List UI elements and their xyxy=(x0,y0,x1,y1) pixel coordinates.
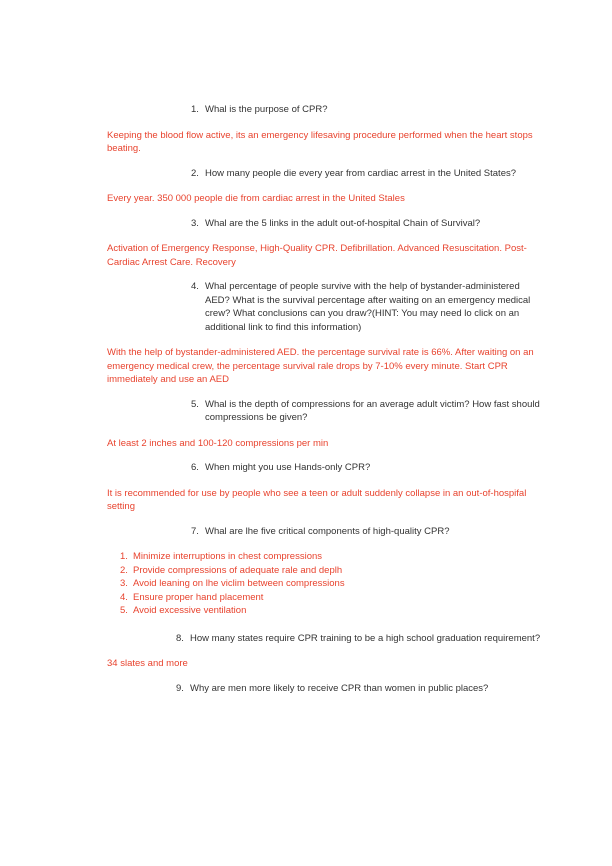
qa-item-8 xyxy=(107,632,543,671)
answer-list-item xyxy=(120,577,543,591)
question-line xyxy=(191,461,543,475)
question-text: Why are men more likely to receive CPR than women in public places? xyxy=(190,682,489,694)
answer-list-text: Provide compressions of adequate rale and deplh xyxy=(133,564,343,576)
question-number: 6. xyxy=(191,462,199,473)
question-line xyxy=(191,103,543,117)
answer-list-number: 1. xyxy=(120,551,128,562)
question-text: How many states require CPR training to be a high school graduation requirement? xyxy=(190,632,541,644)
answer-list-number: 4. xyxy=(120,591,128,603)
question-text: Whal percentage of people survive with the help of bystander-administered AED? What is the survival percentage after waiting on an emergency medical crew? What conclusions can you draw?(HINT: You may need lo click on an additional link to find this information) xyxy=(205,281,531,333)
question-line xyxy=(191,398,543,425)
question-line xyxy=(176,682,543,696)
question-text: When might you use Hands-only CPR? xyxy=(205,462,371,473)
question-text: Whal are lhe five critical components of high-quality CPR? xyxy=(205,525,450,537)
answer-text: 34 slates and more xyxy=(107,658,188,669)
question-line xyxy=(191,167,543,181)
answer-list-text: Ensure proper hand placement xyxy=(133,591,264,603)
question-line xyxy=(191,280,543,334)
qa-item-7 xyxy=(107,525,543,618)
question-text: Whal are the 5 links in the adult out-of-hospital Chain of Survival? xyxy=(205,217,481,229)
question-number: 8. xyxy=(176,632,184,644)
answer-list-number: 2. xyxy=(120,564,128,576)
qa-item-4 xyxy=(107,280,543,387)
answer-list-item xyxy=(120,564,543,578)
qa-item-1 xyxy=(107,103,543,156)
question-number: 3. xyxy=(191,217,199,229)
question-line xyxy=(176,632,543,646)
qa-item-9 xyxy=(107,682,543,696)
answer-text: Keeping the blood flow active, its an emergency lifesaving procedure performed when the heart stops beating. xyxy=(107,129,533,154)
answer-text: Activation of Emergency Response, High-Quality CPR. Defibrillation. Advanced Resuscitation. Post-Cardiac Arrest Care. Recovery xyxy=(107,243,527,268)
question-number: 4. xyxy=(191,281,199,292)
answer-text: It is recommended for use by people who see a teen or adult suddenly collapse in an out-of-hospifal setting xyxy=(107,487,527,512)
answer-text: With the help of bystander-administered AED. the percentage survival rate is 66%. After waiting on an emergency medical crew, the percentage survival rale drops by 7-10% every minute. Start CPR immediately and use an AED xyxy=(107,347,534,385)
qa-item-5 xyxy=(107,398,543,451)
question-number: 7. xyxy=(191,525,199,537)
answer-list-text: Avoid excessive ventilation xyxy=(133,605,247,616)
question-number: 2. xyxy=(191,167,199,179)
answer-list-text: Avoid leaning on lhe viclim between compressions xyxy=(133,578,345,589)
question-text: How many people die every year from cardiac arrest in the United States? xyxy=(205,167,517,179)
qa-item-3 xyxy=(107,217,543,270)
answer-list-item xyxy=(120,550,543,564)
question-text: Whal is the purpose of CPR? xyxy=(205,104,328,115)
answer-list-number: 3. xyxy=(120,578,128,589)
question-number: 9. xyxy=(176,682,184,694)
question-line xyxy=(191,525,543,539)
answer-list-text: Minimize interruptions in chest compressions xyxy=(133,551,323,562)
question-number: 1. xyxy=(191,104,199,115)
question-number: 5. xyxy=(191,398,199,410)
answer-list xyxy=(120,550,543,618)
qa-item-6 xyxy=(107,461,543,514)
answer-list-number: 5. xyxy=(120,605,128,616)
answer-text: Every year. 350 000 people die from cardiac arrest in the United Stales xyxy=(107,193,405,204)
answer-text: At least 2 inches and 100-120 compressions per min xyxy=(107,437,329,449)
question-text: Whal is the depth of compressions for an average adult victim? How fast should compressions be given? xyxy=(205,398,540,423)
answer-list-item xyxy=(120,591,543,605)
answer-list-item xyxy=(120,604,543,618)
question-line xyxy=(191,217,543,231)
qa-item-2 xyxy=(107,167,543,206)
